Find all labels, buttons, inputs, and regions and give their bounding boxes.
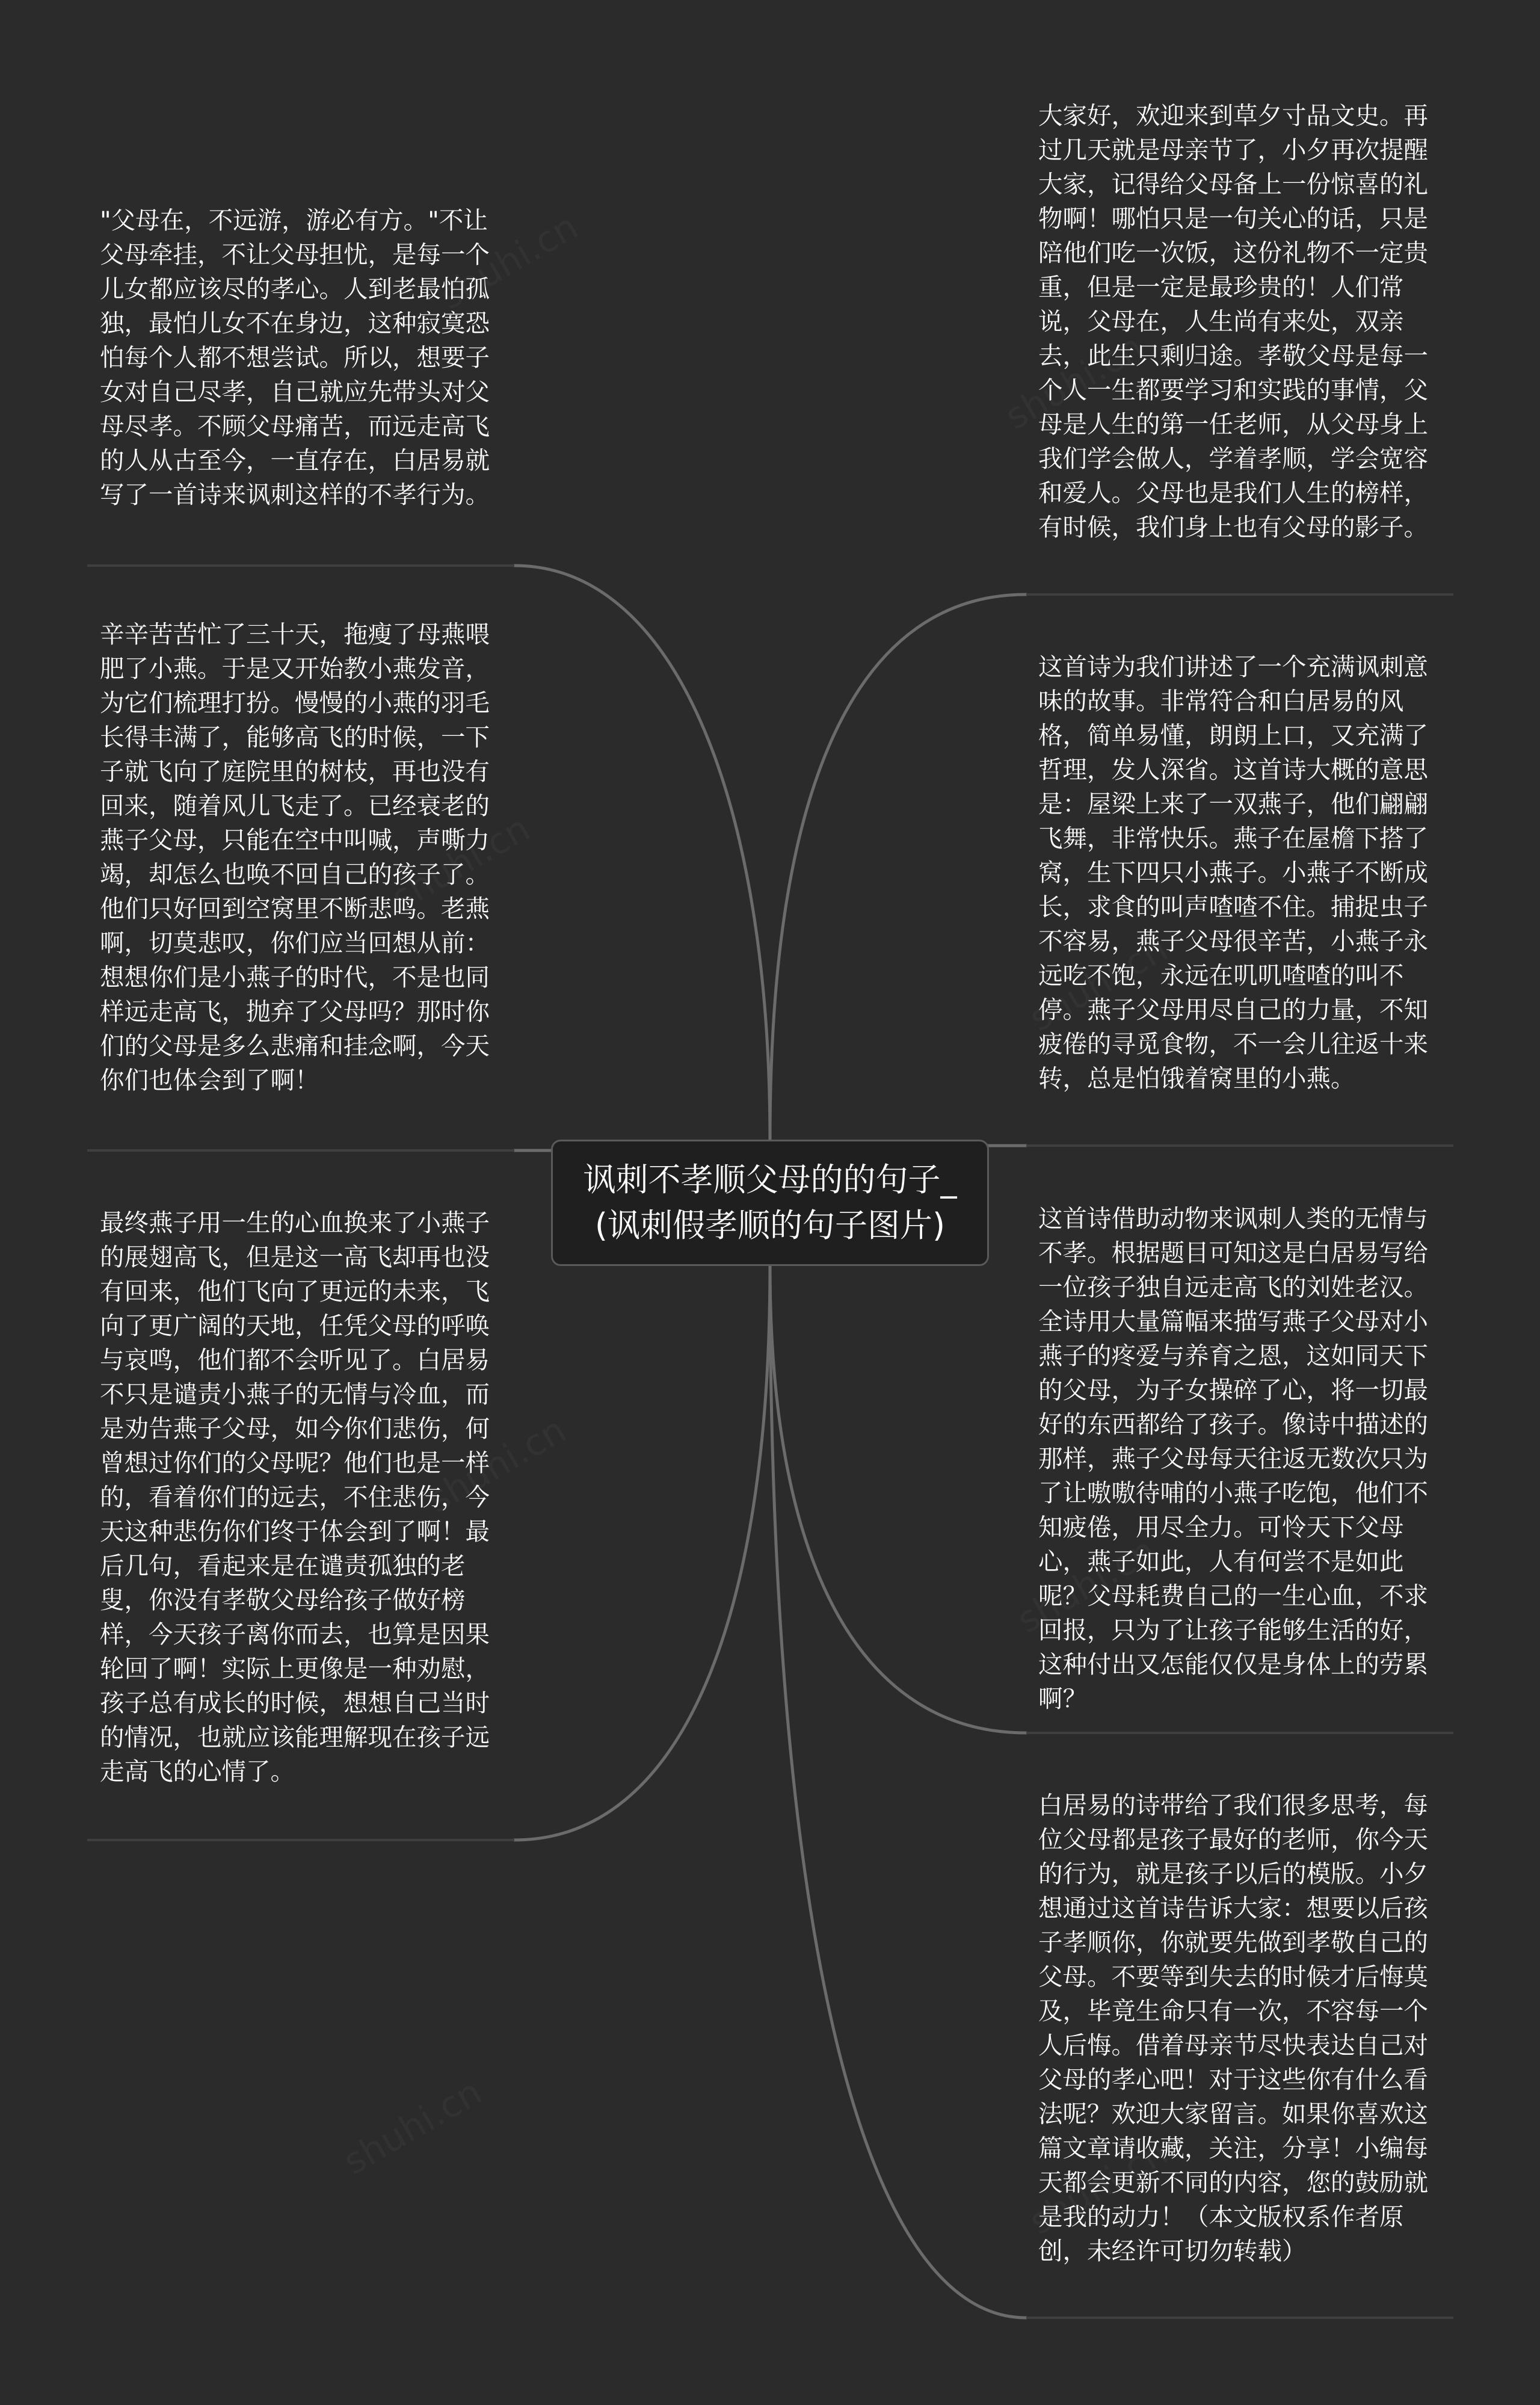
branch-line-right-4 bbox=[770, 1266, 1026, 2318]
central-topic-line-1: 讽刺不孝顺父母的的句子_ bbox=[583, 1161, 957, 1199]
central-topic[interactable] bbox=[551, 1140, 989, 1266]
branch-line-right-1 bbox=[770, 594, 1026, 1140]
right-node-3-underline bbox=[1026, 1732, 1453, 1734]
right-node-1-underline bbox=[1026, 593, 1453, 596]
branch-line-left-1 bbox=[514, 566, 770, 1140]
branch-line-right-3 bbox=[770, 1266, 1026, 1733]
left-node-3: 最终燕子用一生的心血换来了小燕子的展翅高飞，但是这一高飞却再也没有回来，他们飞向了更远的未来，飞向了更广阔的天地，任凭父母的呼唤与哀鸣，他们都不会听见了。白居易不只是谴责小燕子的无情与冷血，而是劝告燕子父母，如今你们悲伤，何曾想过你们的父母呢？他们也是一样的，看着你们的远去，不住悲伤，今天这种悲伤你们终于体会到了啊！最后几句，看起来是在谴责孤独的老叟，你没有孝敬父母给孩子做好榜样，今天孩子离你而去，也算是因果轮回了啊！实际上更像是一种劝慰，孩子总有成长的时候，想想自己当时的情况，也就应该能理解现在孩子远走高飞的心情了。 bbox=[100, 1208, 490, 1786]
central-topic-line-2: (讽刺假孝顺的句子图片) bbox=[594, 1206, 946, 1244]
left-node-2-underline bbox=[87, 1149, 514, 1152]
right-node-3: 这首诗借助动物来讽刺人类的无情与不孝。根据题目可知这是白居易写给一位孩子独自远走高飞的刘姓老汉。全诗用大量篇幅来描写燕子父母对小燕子的疼爱与养育之恩，这如同天下的父母，为子女操碎了心，将一切最好的东西都给了孩子。像诗中描述的那样，燕子父母每天往返无数次只为了让嗷嗷待哺的小燕子吃饱，他们不知疲倦，用尽全力。可怜天下父母心，燕子如此，人有何尝不是如此呢？父母耗费自己的一生心血，不求回报，只为了让孩子能够生活的好，这种付出又怎能仅仅是身体上的劳累啊？ bbox=[1038, 1204, 1428, 1713]
right-node-1: 大家好，欢迎来到草夕寸品文史。再过几天就是母亲节了，小夕再次提醒大家，记得给父母备上一份惊喜的礼物啊！哪怕只是一句关心的话，只是陪他们吃一次饭，这份礼物不一定贵重，但是一定是最珍贵的！人们常说，父母在，人生尚有来处，双亲去，此生只剩归途。孝敬父母是每一个人一生都要学习和实践的事情，父母是人生的第一任老师，从父母身上我们学会做人，学着孝顺，学会宽容和爱人。父母也是我们人生的榜样，有时候，我们身上也有父母的影子。 bbox=[1038, 101, 1428, 542]
left-node-1-underline bbox=[87, 564, 514, 567]
left-node-3-underline bbox=[87, 1839, 514, 1841]
right-node-4: 白居易的诗带给了我们很多思考，每位父母都是孩子最好的老师，你今天的行为，就是孩子以后的模版。小夕想通过这首诗告诉大家：想要以后孩子孝顺你，你就要先做到孝敬自己的父母。不要等到失去的时候才后悔莫及，毕竟生命只有一次，不容每一个人后悔。借着母亲节尽快表达自己对父母的孝心吧！对于这些你有什么看法呢？欢迎大家留言。如果你喜欢这篇文章请收藏，关注，分享！小编每天都会更新不同的内容，您的鼓励就是我的动力！（本文版权系作者原创，未经许可切勿转载） bbox=[1038, 1791, 1428, 2265]
left-node-1: "父母在，不远游，游必有方。"不让父母牵挂，不让父母担忧，是每一个儿女都应该尽的孝心。人到老最怕孤独，最怕儿女不在身边，这种寂寞恐怕每个人都不想尝试。所以，想要子女对自己尽孝，自己就应先带头对父母尽孝。不顾父母痛苦，而远走高飞的人从古至今，一直存在，白居易就写了一首诗来讽刺这样的不孝行为。 bbox=[100, 206, 490, 509]
left-node-2: 辛辛苦苦忙了三十天，拖瘦了母燕喂肥了小燕。于是又开始教小燕发音，为它们梳理打扮。慢慢的小燕的羽毛长得丰满了，能够高飞的时候，一下子就飞向了庭院里的树枝，再也没有回来，随着风儿飞走了。已经衰老的燕子父母，只能在空中叫喊，声嘶力竭，却怎么也唤不回自己的孩子了。他们只好回到空窝里不断悲鸣。老燕啊，切莫悲叹，你们应当回想从前：想想你们是小燕子的时代，不是也同样远走高飞，抛弃了父母吗？那时你们的父母是多么悲痛和挂念啊，今天你们也体会到了啊！ bbox=[100, 620, 490, 1094]
right-node-2-underline bbox=[1026, 1144, 1453, 1147]
right-node-2: 这首诗为我们讲述了一个充满讽刺意味的故事。非常符合和白居易的风格，简单易懂，朗朗上口，又充满了哲理，发人深省。这首诗大概的意思是：屋梁上来了一双燕子，他们翩翩飞舞，非常快乐。燕子在屋檐下搭了窝，生下四只小燕子。小燕子不断成长，求食的叫声喳喳不住。捕捉虫子不容易，燕子父母很辛苦，小燕子永远吃不饱，永远在叽叽喳喳的叫不停。燕子父母用尽自己的力量，不知疲倦的寻觅食物，不一会儿往返十来转，总是怕饿着窝里的小燕。 bbox=[1038, 652, 1428, 1093]
right-node-4-underline bbox=[1026, 2317, 1453, 2319]
branch-line-left-3 bbox=[514, 1266, 770, 1840]
